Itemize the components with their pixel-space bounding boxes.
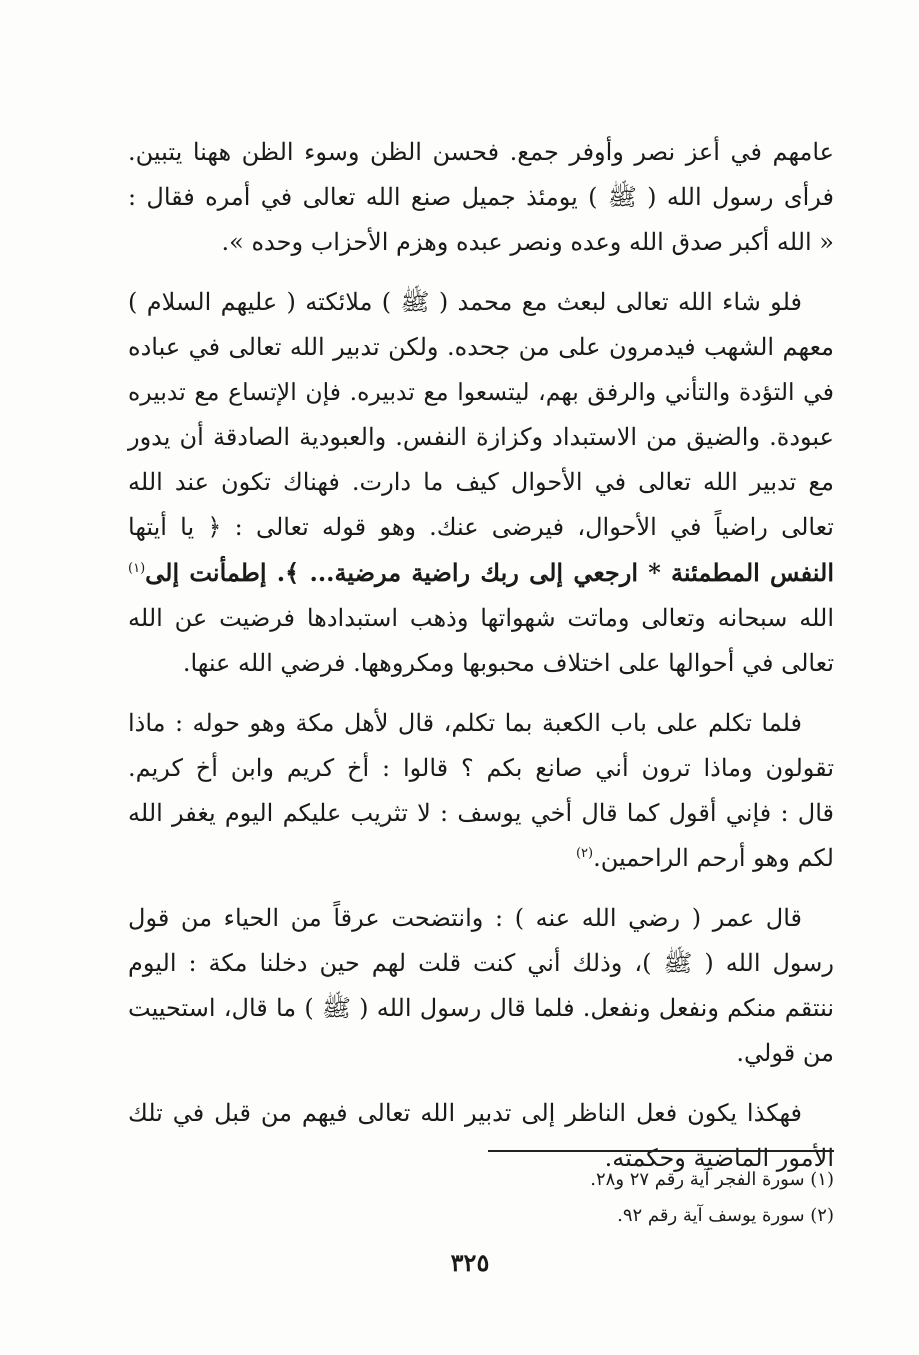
paragraph-3 <box>128 701 834 881</box>
text-line: فرأى رسول الله ( ﷺ ) يومئذ جميل صنع الله تعالى في أمره فقال : <box>128 183 834 211</box>
quran-verse-line <box>128 550 834 596</box>
text-line: من قولي. <box>736 1039 834 1067</box>
footnote-2: (٢) سورة يوسف آية رقم ٩٢. <box>617 1205 834 1226</box>
text-line-part: تعالى راضياً في الأحوال، فيرضى عنك. وهو قوله تعالى : ﴿ يا أيتها <box>128 513 834 541</box>
text-line: قال عمر ( رضي الله عنه ) : وانتضحت عرقاً من الحياء من قول <box>128 904 802 932</box>
footnote-mark-1: (١) <box>128 561 146 576</box>
text-line: ننتقم منكم ونفعل ونفعل. فلما قال رسول الله ( ﷺ ) ما قال، استحييت <box>128 994 834 1022</box>
text-line: فهكذا يكون فعل الناظر إلى تدبير الله تعالى فيهم من قبل في تلك <box>128 1099 802 1127</box>
text-line <box>128 505 834 550</box>
text-line: فلو شاء الله تعالى لبعث مع محمد ( ﷺ ) ملائكته ( عليهم السلام ) <box>128 288 802 316</box>
paragraph-1 <box>128 130 834 265</box>
text-line-part: لكم وهو أرحم الراحمين. <box>593 844 834 872</box>
paragraph-4 <box>128 896 834 1076</box>
quran-verse: النفس المطمئنة * ارجعي إلى ربك راضية مرضية... ﴾. إطمأنت إلى <box>145 558 834 587</box>
paragraph-2 <box>128 280 834 686</box>
footnotes <box>300 1162 834 1234</box>
text-line: تعالى في أحوالها على اختلاف محبوبها ومكروهها. فرضي الله عنها. <box>182 649 834 677</box>
text-line: الله سبحانه وتعالى وماتت شهواتها وذهب استبدادها فرضيت عن الله <box>128 604 834 632</box>
text-line <box>128 836 834 881</box>
text-line: في التؤدة والتأني والرفق بهم، ليتسعوا مع تدبيره. فإن الإتساع مع تدبيره <box>128 378 834 406</box>
text-line: مع تدبير الله تعالى في الأحوال كيف ما دارت. فهناك تكون عند الله <box>128 468 834 496</box>
text-line: تقولون وماذا ترون أني صانع بكم ؟ قالوا : أخ كريم وابن أخ كريم. <box>128 754 834 782</box>
text-line: معهم الشهب فيدمرون على من جحده. ولكن تدبير الله تعالى في عباده <box>128 333 834 361</box>
text-line: عبودة. والضيق من الاستبداد وكزازة النفس. والعبودية الصادقة أن يدور <box>128 423 834 451</box>
footnote-divider <box>488 1150 834 1152</box>
page-number: ٣٢٥ <box>450 1248 490 1277</box>
main-text <box>128 130 834 1196</box>
text-line: رسول الله ( ﷺ )، وذلك أني كنت قلت لهم حين دخلنا مكة : اليوم <box>128 949 834 977</box>
footnote-mark-2: (٢) <box>575 846 594 861</box>
text-line: عامهم في أعز نصر وأوفر جمع. فحسن الظن وسوء الظن ههنا يتبين. <box>128 138 834 166</box>
text-line: الأمور الماضية وحكمته. <box>604 1144 834 1172</box>
footnote-1: (١) سورة الفجر آية رقم ٢٧ و٢٨. <box>590 1169 834 1190</box>
text-line: فلما تكلم على باب الكعبة بما تكلم، قال لأهل مكة وهو حوله : ماذا <box>128 709 802 737</box>
text-line: « الله أكبر صدق الله وعده ونصر عبده وهزم الأحزاب وحده ». <box>221 228 834 256</box>
text-line: قال : فإني أقول كما قال أخي يوسف : لا تثريب عليكم اليوم يغفر الله <box>128 799 834 827</box>
